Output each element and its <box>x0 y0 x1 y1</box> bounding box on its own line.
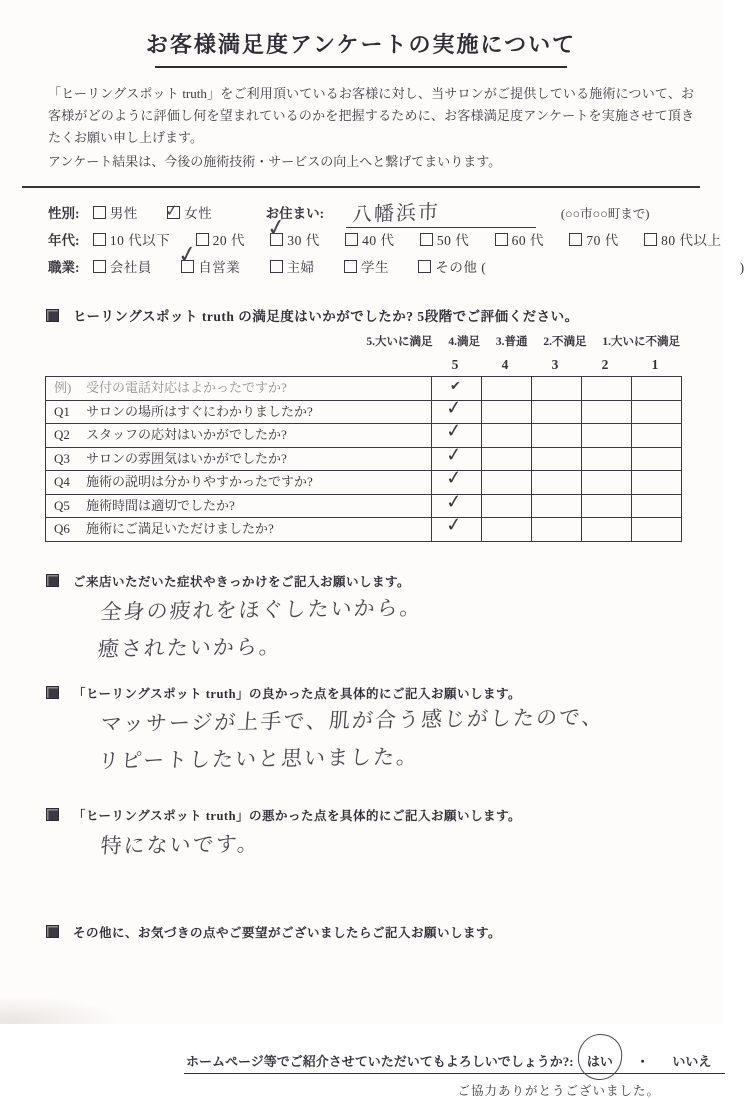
rating-cell-4[interactable] <box>481 518 531 541</box>
rating-cell-5[interactable] <box>431 489 481 518</box>
checkbox-option-age-10[interactable]: 10 代以下 <box>93 227 170 254</box>
square-bullet-icon <box>46 925 59 938</box>
residence-hint: (○○市○○町まで) <box>560 207 650 221</box>
checkbox-option-age-70[interactable]: 70 代 <box>569 227 618 254</box>
intro-paragraph-1: 「ヒーリングスポット truth」をご利用頂いているお客様に対し、当サロンがご提供している施術について、お客様がどのように評価し何を望まれているのかを把握するために、お客様満足度アンケートを実施させて頂きたくお願い申し上げます。 <box>48 86 694 145</box>
checkmark-icon: ✓ <box>444 442 464 467</box>
handwritten-answer[interactable]: 特にないです。 <box>99 831 261 858</box>
section-heading: 「ヒーリングスポット truth」の良かった点を具体的にご記入お願いします。 <box>46 684 722 702</box>
handwritten-check-icon: ✓ <box>265 213 289 243</box>
rating-cell-5[interactable] <box>431 419 481 447</box>
checkbox-option-male[interactable]: 男性 <box>93 200 138 227</box>
page-title: お客様満足度アンケートの実施について <box>145 32 577 57</box>
checkbox-option-age-50[interactable]: 50 代 <box>420 227 469 254</box>
column-header-5: 5 <box>451 357 459 372</box>
legend-item: 5.大いに満足 <box>366 336 433 348</box>
free-section-good-points <box>46 684 722 780</box>
checkmark-icon: ✓ <box>444 395 464 420</box>
rating-cell-1[interactable] <box>631 471 681 494</box>
legend-item: 3.普通 <box>495 336 528 348</box>
table-row-example <box>46 377 681 400</box>
column-header-3: 3 <box>551 357 559 372</box>
rating-cell-4[interactable] <box>481 471 531 494</box>
handwritten-check-icon: ✓ <box>176 240 200 270</box>
column-header-2: 2 <box>601 357 609 372</box>
rating-cell-4[interactable] <box>481 448 531 471</box>
checkmark-icon: ✔ <box>450 379 461 394</box>
permission-question-text: ホームページ等でご紹介させていただいてもよろしいでしょうか?: <box>186 1053 574 1069</box>
rating-cell-2[interactable] <box>581 471 631 494</box>
residence-handwriting: 八幡浜市 <box>351 199 440 227</box>
thanks-text: ご協力ありがとうございました。 <box>457 1083 660 1098</box>
square-bullet-icon <box>46 309 59 322</box>
column-header-4: 4 <box>501 357 509 372</box>
rating-cell-3[interactable] <box>531 424 581 447</box>
checkbox-icon <box>196 233 209 246</box>
checkbox-icon <box>569 233 582 246</box>
rating-cell-3[interactable] <box>531 471 581 494</box>
rating-cell-1[interactable] <box>631 448 681 471</box>
checkbox-option-female[interactable]: ✓ 女性 <box>167 200 212 227</box>
rating-cell-1[interactable] <box>631 377 681 400</box>
checkmark-icon: ✓ <box>444 489 464 514</box>
gender-row <box>48 200 700 227</box>
checkbox-option-housewife[interactable]: 主婦 <box>270 254 315 281</box>
square-bullet-icon <box>46 808 59 821</box>
table-row-q1 <box>46 395 681 424</box>
checkbox-icon <box>93 206 106 219</box>
square-bullet-icon <box>46 686 59 699</box>
rating-cell-2[interactable] <box>581 424 631 447</box>
legend-item: 1.大いに不満足 <box>602 336 680 348</box>
checkbox-option-self-employed[interactable]: ✓ 自営業 <box>176 240 241 275</box>
checkbox-option-age-80[interactable]: 80 代以上 <box>644 227 721 254</box>
checkbox-icon <box>344 260 357 273</box>
free-section-symptoms <box>46 572 722 668</box>
rating-cell-2[interactable] <box>581 495 631 518</box>
rating-cell-3[interactable] <box>531 518 581 541</box>
table-row-q2 <box>46 419 681 447</box>
rating-cell-3[interactable] <box>531 377 581 400</box>
checkmark-icon: ✓ <box>444 466 464 490</box>
residence-label: お住まい: <box>265 206 325 221</box>
table-row-q4 <box>46 466 681 494</box>
checkbox-option-other[interactable]: その他 ( <box>418 254 486 281</box>
column-header-1: 1 <box>651 357 659 372</box>
rating-cell-3[interactable] <box>531 401 581 424</box>
checkbox-icon <box>644 233 657 246</box>
permission-question-line <box>184 1051 725 1074</box>
rating-cell-5[interactable] <box>431 513 481 541</box>
rating-cell-3[interactable] <box>531 495 581 518</box>
question-cell: Q5 施術時間は適切でしたか? <box>54 497 235 513</box>
checkbox-icon <box>418 260 431 273</box>
legend-item: 2.不満足 <box>543 336 587 348</box>
blank-answer-area[interactable] <box>46 941 722 967</box>
rating-cell-5[interactable] <box>431 466 481 494</box>
checkbox-option-age-30[interactable]: ✓ 30 代 <box>265 213 320 248</box>
rating-cell-3[interactable] <box>531 448 581 471</box>
rating-cell-2[interactable] <box>581 518 631 541</box>
intro-paragraph-2: アンケート結果は、今後の施術技術・サービスの向上へと繋げてまいります。 <box>48 154 502 169</box>
question-cell: Q2 スタッフの応対はいかがでしたか? <box>54 427 287 442</box>
section-heading: ご来店いただいた症状やきっかけをご記入お願いします。 <box>46 572 722 590</box>
question-cell: 例) 受付の電話対応はよかったですか? <box>54 380 287 395</box>
free-section-other <box>46 923 722 967</box>
answer-option-no[interactable]: いいえ <box>672 1053 712 1069</box>
other-close-paren: ) <box>739 260 744 275</box>
square-bullet-icon <box>46 574 59 587</box>
checkbox-icon <box>167 206 180 219</box>
rating-cell-4[interactable] <box>481 495 531 518</box>
rating-cell-1[interactable] <box>631 518 681 541</box>
checkbox-icon <box>93 233 106 246</box>
checkbox-icon <box>495 233 508 246</box>
table-row-q5 <box>46 489 681 518</box>
question-cell: Q3 サロンの雰囲気はいかがでしたか? <box>54 450 287 466</box>
rating-cell-2[interactable] <box>581 401 631 424</box>
rating-cell-2[interactable] <box>581 377 631 400</box>
profile-section <box>22 186 744 289</box>
legend-item: 4.満足 <box>448 336 480 348</box>
checkbox-icon <box>345 233 358 246</box>
checkbox-icon <box>181 260 194 273</box>
gender-label: 性別: <box>48 206 80 221</box>
residence-writein[interactable] <box>346 199 536 228</box>
checkbox-icon <box>270 260 283 273</box>
rating-legend <box>45 333 680 349</box>
checkbox-option-age-60[interactable]: 60 代 <box>495 227 544 254</box>
checkbox-option-company[interactable]: 会社員 <box>93 254 152 281</box>
rating-cell-4[interactable] <box>481 424 531 447</box>
rating-section-heading <box>46 305 722 325</box>
rating-column-headers <box>45 357 680 373</box>
checkbox-icon <box>270 233 283 246</box>
table-row-q6 <box>46 513 681 541</box>
rating-cell-4[interactable] <box>481 377 531 400</box>
checkbox-option-age-20[interactable]: 20 代 <box>196 227 245 254</box>
option-separator: ・ <box>636 1053 650 1069</box>
rating-cell-2[interactable] <box>581 448 631 471</box>
free-section-bad-points <box>46 806 722 865</box>
rating-cell-5[interactable] <box>431 377 481 400</box>
occupation-label: 職業: <box>48 260 80 275</box>
rating-table <box>45 376 682 542</box>
checkbox-icon <box>93 260 106 273</box>
checkbox-icon <box>420 233 433 246</box>
rating-cell-5[interactable] <box>431 395 481 424</box>
checkmark-icon: ✓ <box>444 513 464 537</box>
homepage-permission-row <box>184 1051 722 1074</box>
table-row-q3 <box>46 442 681 471</box>
handwritten-answer[interactable]: 全身の疲れをほぐしたいから。 癒されたいから。 <box>97 595 424 661</box>
scan-artifact <box>0 996 120 1024</box>
intro-text <box>48 83 694 173</box>
rating-cell-4[interactable] <box>481 401 531 424</box>
rating-cell-1[interactable] <box>631 424 681 447</box>
rating-cell-1[interactable] <box>631 495 681 518</box>
section-heading: その他に、お気づきの点やご要望がございましたらご記入お願いします。 <box>46 923 722 941</box>
rating-cell-5[interactable] <box>431 442 481 471</box>
age-label: 年代: <box>48 233 80 248</box>
checkbox-option-student[interactable]: 学生 <box>344 254 389 281</box>
handwritten-answer[interactable]: マッサージが上手で、肌が合う感じがしたので、 リピートしたいと思いました。 <box>97 704 606 773</box>
question-cell: Q1 サロンの場所はすぐにわかりましたか? <box>54 403 313 419</box>
answer-option-yes[interactable]: はい <box>587 1051 613 1070</box>
question-cell: Q6 施術にご満足いただけましたか? <box>54 521 274 536</box>
checkmark-icon: ✓ <box>444 419 464 443</box>
section-heading: 「ヒーリングスポット truth」の悪かった点を具体的にご記入お願いします。 <box>46 806 722 824</box>
checkbox-option-age-40[interactable]: 40 代 <box>345 227 394 254</box>
question-cell: Q4 施術の説明は分かりやすかったですか? <box>54 474 313 489</box>
rating-heading-text: ヒーリングスポット truth の満足度はいかがでしたか? 5段階でご評価ください。 <box>73 309 579 324</box>
handwritten-check-icon: ✓ <box>164 200 180 221</box>
title-block <box>0 0 722 68</box>
rating-cell-1[interactable] <box>631 401 681 424</box>
title-underline <box>155 66 567 68</box>
